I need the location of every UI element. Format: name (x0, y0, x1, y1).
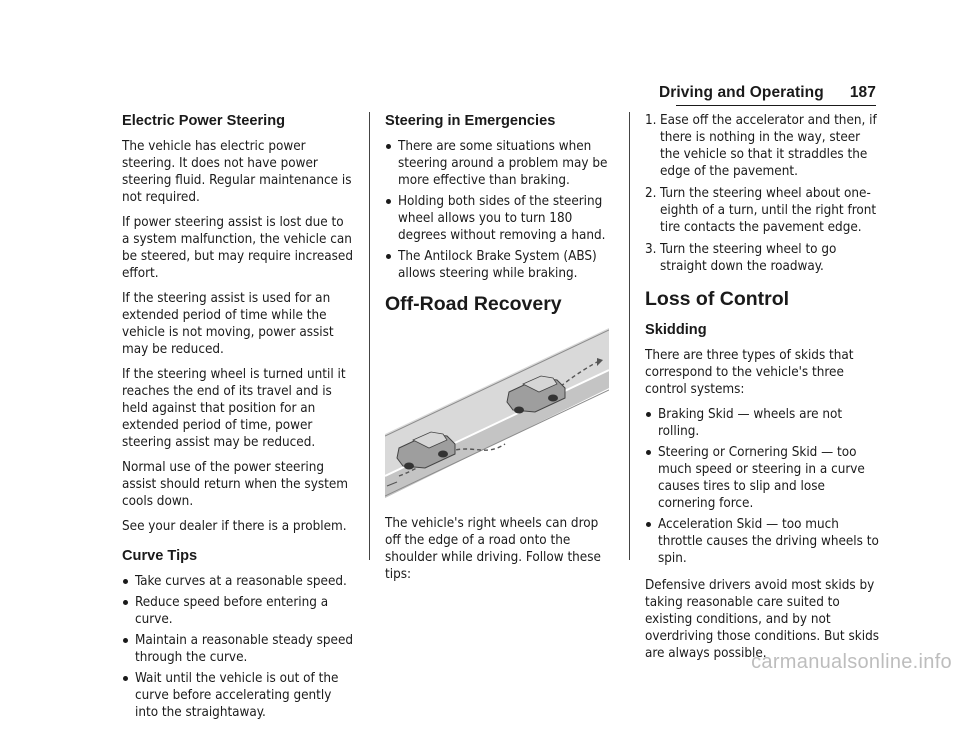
step-text: Turn the steering wheel about one-eighth of a turn, until the right front tire contacts the pavement edge. (660, 186, 877, 235)
paragraph: See your dealer if there is a problem. (122, 519, 347, 534)
list-item: Take curves at a reasonable speed. (122, 573, 354, 590)
list-item: Acceleration Skid — too much throttle causes the driving wheels to spin. (645, 516, 880, 567)
list-item (645, 185, 880, 236)
curve-tips-list (122, 573, 354, 721)
section-title: Driving and Operating (658, 84, 824, 101)
step-number: 3. (645, 242, 657, 257)
off-road-recovery-illustration (385, 326, 609, 501)
paragraph: The vehicle's right wheels can drop off the edge of a road onto the shoulder while driving. Follow these tips: (385, 516, 601, 582)
column-1 (122, 112, 354, 731)
heading-off-road-recovery: Off-Road Recovery (385, 293, 562, 315)
step-number: 1. (645, 113, 657, 128)
heading-electric-power-steering: Electric Power Steering (122, 113, 286, 129)
header-rule (676, 105, 876, 106)
recovery-steps-list (645, 112, 880, 275)
paragraph: If power steering assist is lost due to a system malfunction, the vehicle can be steered, but may require increased effort. (122, 215, 353, 281)
paragraph: Defensive drivers avoid most skids by taking reasonable care suited to existing conditions, and by not overdriving those conditions. But skids are always possible. (645, 578, 880, 661)
paragraph: Normal use of the power steering assist should return when the system cools down. (122, 460, 348, 509)
list-item: Braking Skid — wheels are not rolling. (645, 406, 880, 440)
column-divider-1 (369, 112, 370, 560)
skid-types-list (645, 406, 880, 567)
running-head (659, 84, 876, 102)
column-2 (385, 112, 613, 591)
page-number: 187 (849, 84, 876, 101)
step-number: 2. (645, 186, 657, 201)
column-3 (645, 112, 880, 670)
list-item: Wait until the vehicle is out of the curve before accelerating gently into the straightaway. (122, 670, 354, 721)
list-item: Reduce speed before entering a curve. (122, 594, 354, 628)
paragraph: If the steering wheel is turned until it reaches the end of its travel and is held against that position for an extended period of time, power steering assist may be reduced. (122, 367, 346, 450)
column-divider-2 (629, 112, 630, 560)
step-text: Turn the steering wheel to go straight down the roadway. (660, 242, 837, 274)
list-item: Maintain a reasonable steady speed through the curve. (122, 632, 354, 666)
list-item: There are some situations when steering around a problem may be more effective than braking. (385, 138, 613, 189)
step-text: Ease off the accelerator and then, if there is nothing in the way, steer the vehicle so that it straddles the edge of the pavement. (660, 113, 877, 179)
list-item: Holding both sides of the steering wheel allows you to turn 180 degrees without removing a hand. (385, 193, 613, 244)
list-item (645, 241, 880, 275)
heading-loss-of-control: Loss of Control (645, 288, 790, 310)
list-item (645, 112, 880, 180)
list-item: Steering or Cornering Skid — too much speed or steering in a curve causes tires to slip and lose cornering force. (645, 444, 880, 512)
paragraph: If the steering assist is used for an extended period of time while the vehicle is not moving, power assist may be reduced. (122, 291, 334, 357)
watermark: carmanualsonline.info (751, 651, 952, 673)
heading-steering-in-emergencies: Steering in Emergencies (385, 113, 556, 129)
paragraph: There are three types of skids that correspond to the vehicle's three control systems: (645, 348, 854, 397)
heading-skidding: Skidding (645, 322, 707, 338)
heading-curve-tips: Curve Tips (122, 548, 198, 564)
paragraph: The vehicle has electric power steering. It does not have power steering fluid. Regular maintenance is not required. (122, 139, 352, 205)
list-item: The Antilock Brake System (ABS) allows steering while braking. (385, 248, 613, 282)
emergency-list (385, 138, 613, 282)
